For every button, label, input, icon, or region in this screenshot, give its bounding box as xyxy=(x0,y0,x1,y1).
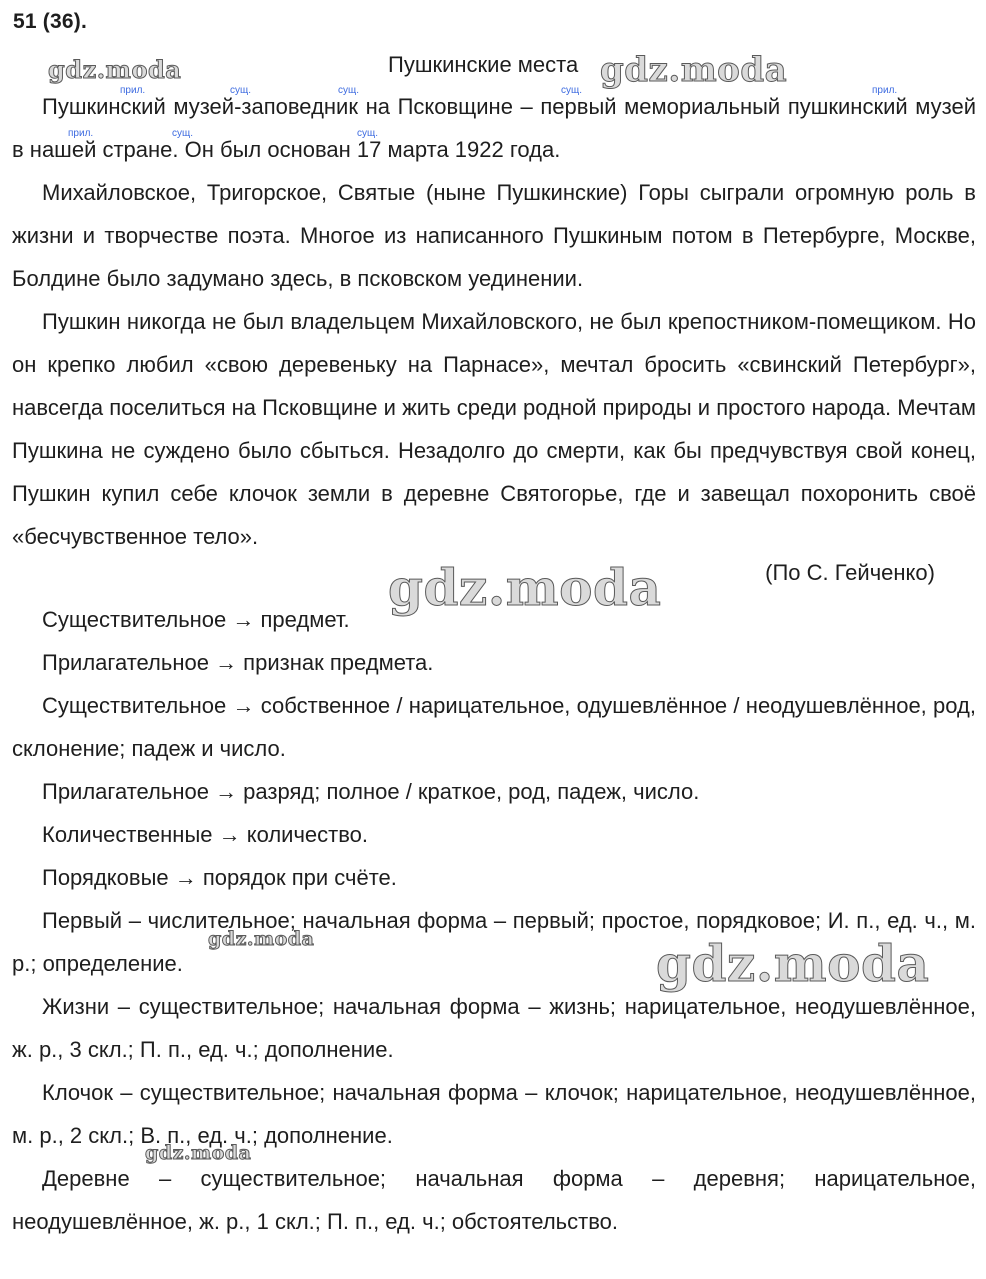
answer-paragraph: Количественные → количество. xyxy=(42,822,369,847)
main-text xyxy=(12,85,976,558)
watermark: gdz.moda xyxy=(600,50,788,90)
text-title: Пушкинские места xyxy=(388,52,579,77)
text-paragraph: Михайловское, Тригорское, Святые (ныне Пушкинские) Горы сыграли огромную роль в жизни и творчестве поэта. Многое из написанного Пушкиным потом в Петербурге, Москве, Болдине было задумано здесь, в псковском уединении. xyxy=(12,180,976,291)
answer-paragraph: Существительное → собственное / нарицательное, одушевлённое / неодушевлённое, род, склонение; падеж и число. xyxy=(12,693,976,761)
grammar-mark-adj: прил. xyxy=(872,85,898,96)
answer-paragraph: Жизни – существительное; начальная форма – жизнь; нарицательное, неодушевлённое, ж. р., 3 скл.; П. п., ед. ч.; дополнение. xyxy=(12,994,976,1062)
grammar-mark-noun: сущ. xyxy=(338,85,360,96)
watermark: gdz.moda xyxy=(145,1142,252,1164)
watermark: gdz.moda xyxy=(48,55,182,84)
watermark: gdz.moda xyxy=(656,934,930,993)
grammar-mark-noun: сущ. xyxy=(357,128,379,139)
answer-paragraph: Клочок – существительное; начальная форма – клочок; нарицательное, неодушевлённое, м. р., 2 скл.; В. п., ед. ч.; дополнение. xyxy=(12,1080,976,1148)
grammar-mark-noun: сущ. xyxy=(561,85,583,96)
text-paragraph: Пушкинский музей-заповедник на Псковщине – первый мемориальный пушкинский музей в нашей стране. Он был основан 17 марта 1922 года. xyxy=(12,94,976,162)
watermark: gdz.moda xyxy=(388,558,662,617)
answer-paragraph: Деревне – существительное; начальная форма – деревня; нарицательное, неодушевлённое, ж. р., 1 скл.; П. п., ед. ч.; обстоятельство. xyxy=(12,1166,976,1234)
watermark: gdz.moda xyxy=(208,928,315,950)
answer-paragraph: Прилагательное → признак предмета. xyxy=(42,650,434,675)
grammar-mark-adj: прил. xyxy=(120,85,146,96)
grammar-mark-adj: прил. xyxy=(68,128,94,139)
text-paragraph: Пушкин никогда не был владельцем Михайловского, не был крепостником-помещиком. Но он крепко любил «свою деревеньку на Парнасе», мечтал бросить «свинский Петербург», навсегда поселиться на Псковщине и жить среди родной природы и простого народа. Мечтам Пушкина не суждено было сбыться. Незадолго до смерти, как бы предчувствуя свой конец, Пушкин купил себе клочок земли в деревне Святогорье, где и завещал похоронить своё «бесчувственное тело». xyxy=(12,309,976,549)
answer-paragraph: Порядковые → порядок при счёте. xyxy=(42,865,397,890)
exercise-number: 51 (36). xyxy=(13,10,87,33)
grammar-mark-noun: сущ. xyxy=(172,128,194,139)
grammar-mark-noun: сущ. xyxy=(230,85,252,96)
answer-paragraph: Существительное → предмет. xyxy=(42,607,350,632)
answer-paragraph: Прилагательное → разряд; полное / краткое, род, падеж, число. xyxy=(42,779,700,804)
attribution: (По С. Гейченко) xyxy=(765,560,935,585)
answer-paragraph: Первый – числительное; начальная форма – первый; простое, порядковое; И. п., ед. ч., м. р.; определение. xyxy=(12,908,976,976)
